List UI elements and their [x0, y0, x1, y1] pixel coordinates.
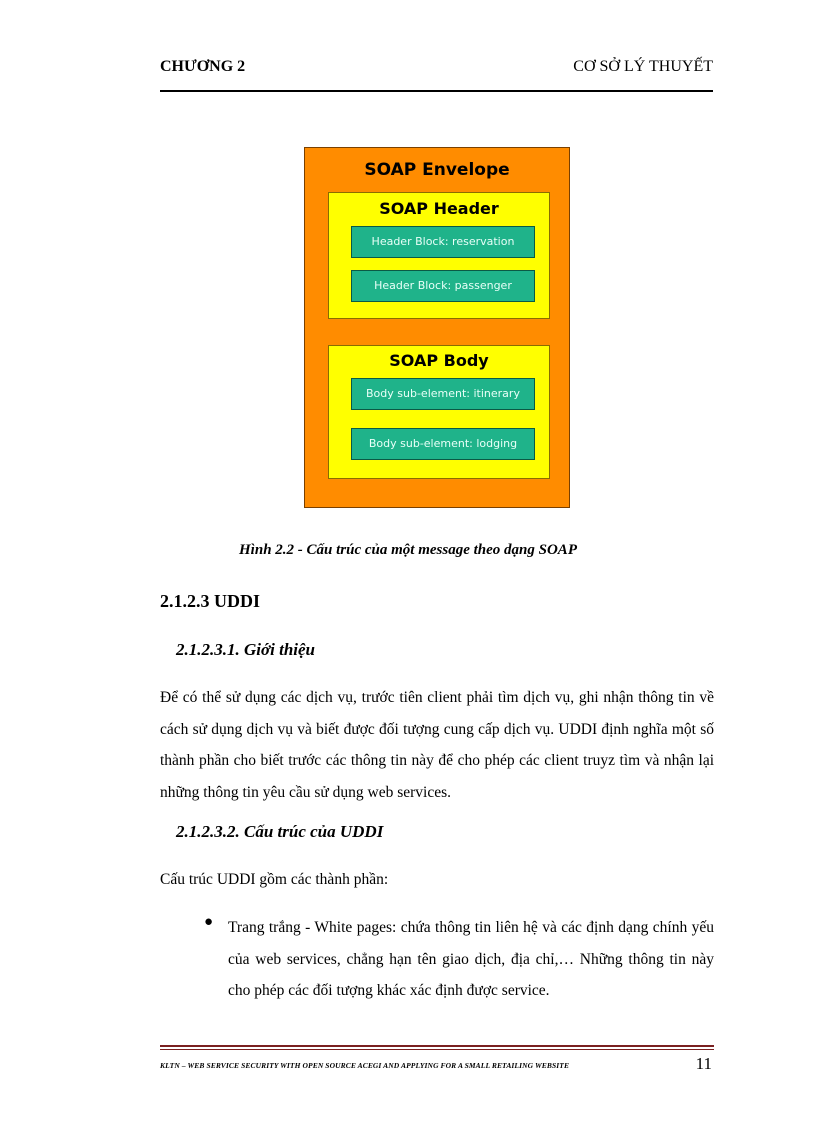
bullet-icon: ● — [204, 914, 214, 930]
header-block-reservation: Header Block: reservation — [351, 226, 535, 258]
chapter-title: CƠ SỞ LÝ THUYẾT — [573, 58, 713, 75]
intro-paragraph: Để có thể sử dụng các dịch vụ, trước tiên client phải tìm dịch vụ, ghi nhận thông tin về cách sử dụng dịch vụ và biết được đối tượng cung cấp dịch vụ. UDDI định nghĩa một số thành phần cho biết trước các thông tin này để cho phép các client truyz tìm và nhận lại những thông tin yêu cầu sử dụng web services. — [160, 689, 714, 801]
footer-divider — [160, 1045, 714, 1047]
structure-intro: Cấu trúc UDDI gồm các thành phần: — [160, 871, 389, 888]
body-title: SOAP Body — [389, 351, 489, 370]
footer-divider-thin — [160, 1049, 714, 1050]
header-block-passenger: Header Block: passenger — [351, 270, 535, 302]
subsection-heading-structure: 2.1.2.3.2. Cấu trúc của UDDI — [176, 822, 384, 841]
figure-caption: Hình 2.2 - Cấu trúc của một message theo dạng SOAP — [239, 542, 577, 558]
soap-body-box — [328, 345, 550, 479]
header-title: SOAP Header — [379, 199, 499, 218]
body-element-lodging: Body sub-element: lodging — [351, 428, 535, 460]
soap-header-box — [328, 192, 550, 319]
envelope-title: SOAP Envelope — [364, 160, 510, 180]
page-header — [160, 56, 713, 92]
page-number: 11 — [695, 1054, 712, 1073]
subsection-heading-intro: 2.1.2.3.1. Giới thiệu — [176, 640, 315, 659]
soap-envelope-diagram — [304, 147, 570, 508]
chapter-label: CHƯƠNG 2 — [160, 58, 246, 75]
footer-text: KLTN – WEB SERVICE SECURITY WITH OPEN SOURCE ACEGI AND APPLYING FOR A SMALL RETAILING WEBSITE — [160, 1061, 570, 1070]
body-element-itinerary: Body sub-element: itinerary — [351, 378, 535, 410]
section-heading: 2.1.2.3 UDDI — [160, 591, 261, 611]
bullet-item-white-pages: Trang trắng - White pages: chứa thông tin liên hệ và các định dạng chính yếu của web services, chẳng hạn tên giao dịch, địa chỉ,… Những thông tin này cho phép các đối tượng khác xác định được service. — [228, 919, 714, 999]
